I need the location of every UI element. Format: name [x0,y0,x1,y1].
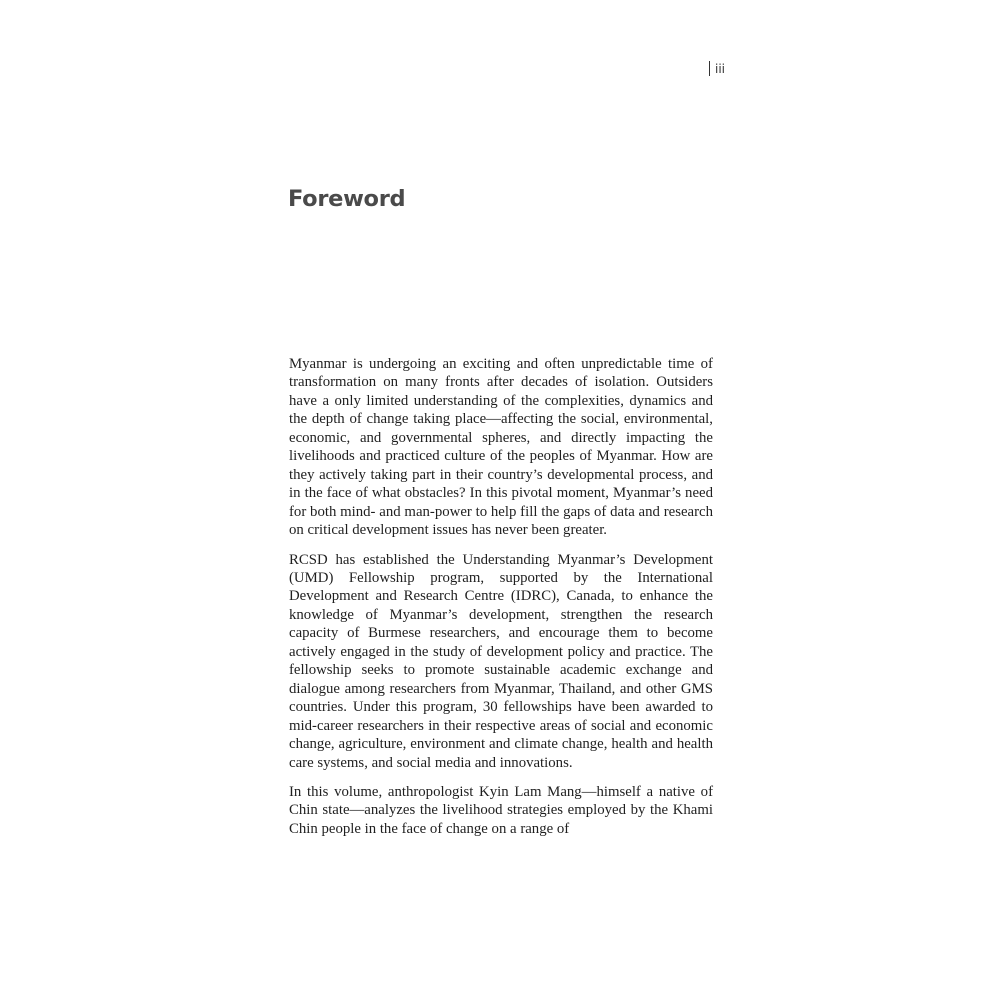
page-number-text: iii [715,62,726,76]
paragraph-2: RCSD has established the Understanding Myanmar’s Development (UMD) Fellowship program, supported by the International Development and Research Centre (IDRC), Canada, to enhance the knowledge of Myanmar’s development, strengthen the research capacity of Burmese researchers, and encourage them to become actively engaged in the study of development policy and practice. The fellowship seeks to promote sustainable academic exchange and dialogue among researchers from Myanmar, Thailand, and other GMS countries. Under this program, 30 fellowships have been awarded to mid-career researchers in their respective areas of social and economic change, agriculture, environment and climate change, health and health care systems, and social media and innovations. [289,551,713,771]
paragraph-3: In this volume, anthropologist Kyin Lam Mang—himself a native of Chin state—analyzes the livelihood strategies employed by the Khami Chin people in the face of change on a range of [289,783,713,837]
paragraph-1: Myanmar is undergoing an exciting and often unpredictable time of transformation on many fronts after decades of isolation. Outsiders have a only limited understanding of the complexities, dynamics and the depth of change taking place—affecting the social, environmental, economic, and governmental spheres, and directly impacting the livelihoods and practiced culture of the peoples of Myanmar. How are they actively taking part in their country’s developmental process, and in the face of what obstacles? In this pivotal moment, Myanmar’s need for both mind- and man-power to help fill the gaps of data and research on critical development issues has never been greater. [289,356,713,539]
page-number-rule [709,61,710,76]
page-title: Foreword [288,186,406,212]
page-number [709,60,725,78]
body-text [289,355,713,849]
